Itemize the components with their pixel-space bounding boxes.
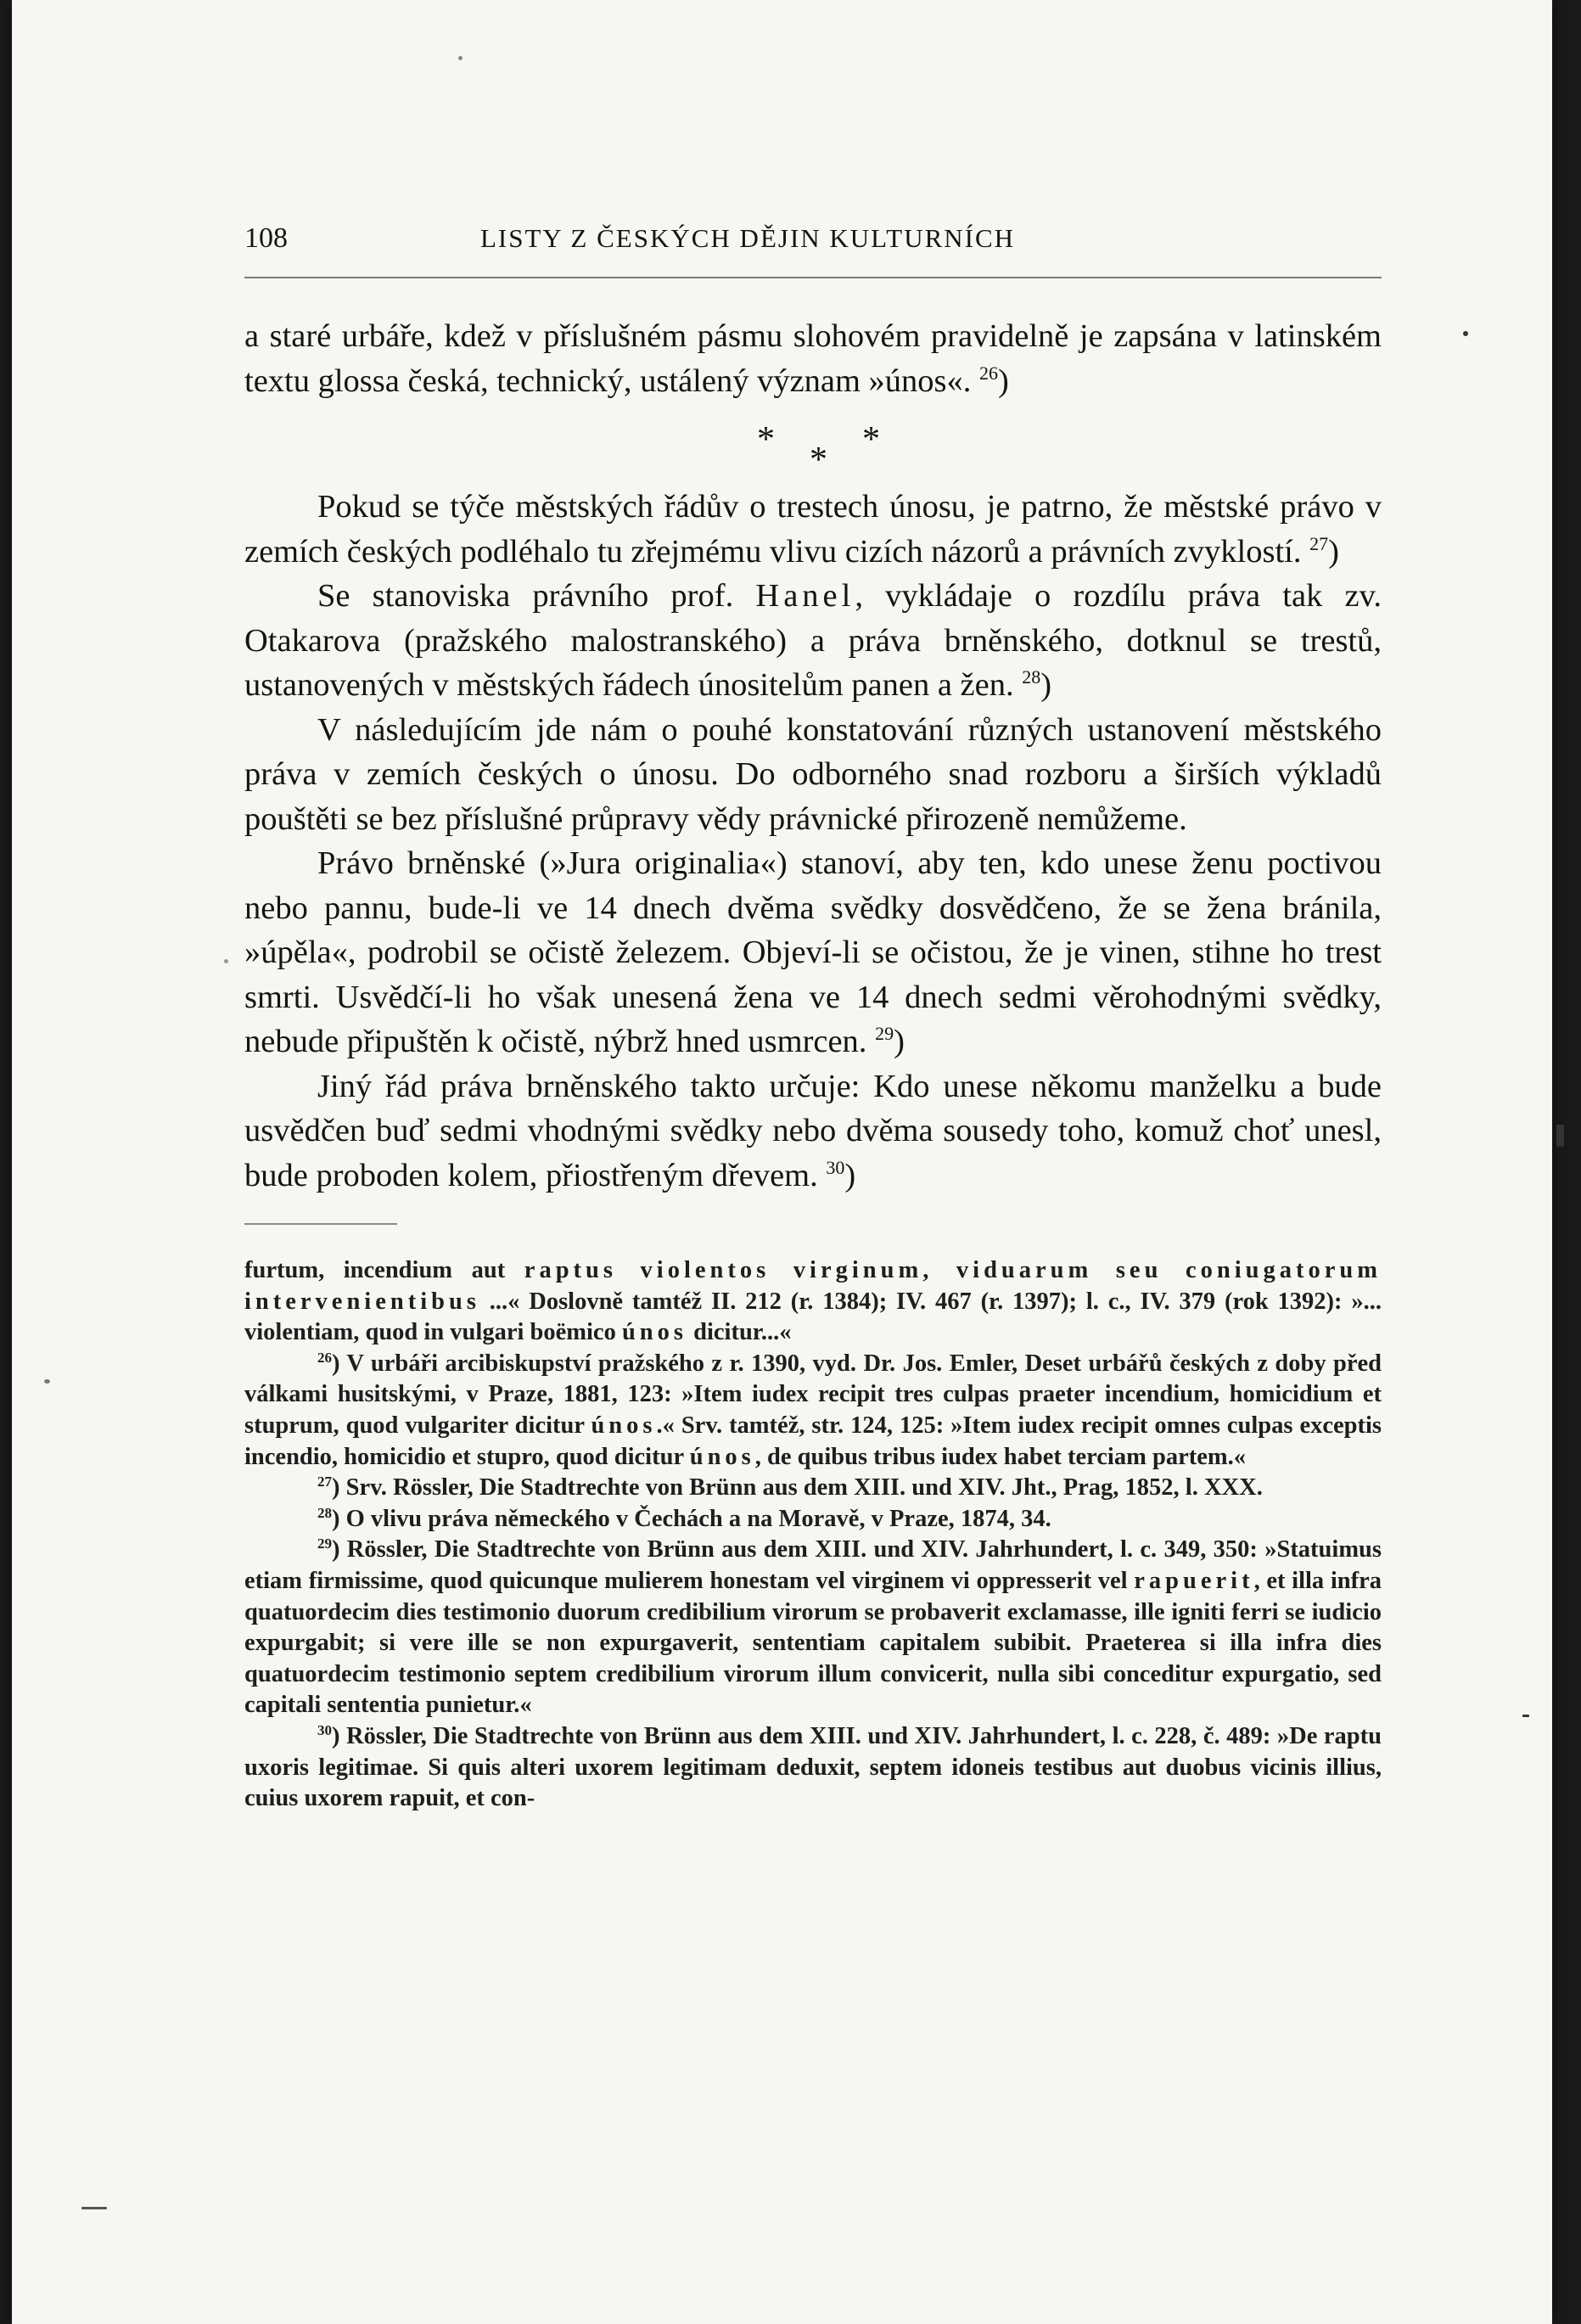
section-star: * bbox=[862, 420, 880, 459]
footnote-text: ...« Doslovně tamtéž II. 212 (r. 1384); IV. 467 (r. 1397); l. c., IV. 379 (rok 1392): »... violentiam, quod in vulgari boëmico bbox=[244, 1288, 1382, 1346]
footnote-text: dicitur...« bbox=[693, 1319, 792, 1346]
footnote-30 bbox=[244, 1721, 1382, 1815]
footnotes bbox=[244, 1255, 1382, 1815]
scan-speck bbox=[1463, 331, 1468, 336]
footnote-continuation bbox=[244, 1255, 1382, 1349]
section-star: * bbox=[757, 420, 775, 459]
footnote-ref: 28 bbox=[1022, 666, 1041, 688]
footnote-ref: 29 bbox=[875, 1023, 894, 1044]
scan-speck bbox=[44, 1379, 50, 1384]
paragraph: Jiný řád práva brněnského takto určuje: Kdo unese někomu manželku a bude usvědčen buď sedmi vhodnými svědky nebo dvěma sousedy toho, komuž choť unesl, bude proboden kolem, přiostřeným dřevem. $^{30}$) bbox=[244, 1068, 1382, 1193]
paragraph-text: a staré urbáře, kdež v příslušném pásmu slohovém pravidelně je zapsána v latinském textu glossa česká, technický, ustálený význam »únos«. bbox=[244, 318, 1382, 399]
footnote-text: .« Srv. tamtéž, str. 124, 125: »Item iudex recipit omnes culpas exceptis incendio, homicidio et stupro, quod dicitur bbox=[244, 1412, 1382, 1470]
section-break bbox=[244, 403, 1382, 485]
paragraph-text: Právo brněnské (»Jura originalia«) stanoví, aby ten, kdo unese ženu poctivou nebo pannu, bude-li ve 14 dnech dvěma svědky dosvědčeno, že se žena bránila, »úpěla«, podrobil se očistě železem. Objeví-li se očistou, že je vinen, stihne ho trest smrti. Usvědčí-li ho však unesená žena ve 14 dnech sedmi věrohodnými svědky, nebude připuštěn k očistě, nýbrž hned usmrcen. bbox=[244, 845, 1382, 1059]
running-title: LISTY Z ČESKÝCH DĚJIN KULTURNÍCH bbox=[480, 223, 1016, 253]
section-star: * bbox=[810, 441, 827, 480]
footnote-text: ) Rössler, Die Stadtrechte von Brünn aus dem XIII. und XIV. Jahrhundert, l. c. 228, č. 489: »De raptu uxoris legitimae. Si quis alteri uxorem legitimam deduxit, septem idoneis testibus aut duobus vicinis illius, cuius uxorem rapuit, et con- bbox=[244, 1722, 1382, 1812]
footnote-ref: 27 bbox=[1309, 532, 1329, 554]
paragraph: a staré urbáře, kdež v příslušném pásmu slohovém pravidelně je zapsána v latinském textu glossa česká, technický, ustálený význam »únos«. $^{26}$) bbox=[244, 318, 1382, 399]
footnote-ref: 30 bbox=[826, 1156, 845, 1178]
paragraph: Se stanoviska právního prof. Hanel, vykládaje o rozdílu práva tak zv. Otakarova (pražského malostranského) a práva brněnského, dotknul se trestů, ustanovených v městských řádech únositelům panen a žen. $^{28}$) bbox=[244, 578, 1382, 703]
paragraph-text: Pokud se týče městských řádův o trestech únosu, je patrno, že městské právo v zemích českých podléhalo tu zřejmému vlivu cizích názorů a právních zvyklostí. bbox=[244, 489, 1382, 570]
footnote-emphasis: rapuerit bbox=[1134, 1567, 1254, 1594]
scan-speck bbox=[1522, 1715, 1529, 1717]
footnote-text: ) Rössler, Die Stadtrechte von Brünn aus dem XIII. und XIV. Jahrhundert, l. c. 349, 350: »Statuimus etiam firmissime, quod quicunque mulierem honestam vel virginem vi oppresserit vel bbox=[244, 1536, 1382, 1594]
paragraph-text: V následujícím jde nám o pouhé konstatování různých ustanovení městského práva v zemích českých o únosu. Do odborného snad rozboru a širších výkladů pouštěti se bez příslušné průpravy vědy právnické přirozeně nemůžeme. bbox=[244, 711, 1382, 837]
scan-speck bbox=[458, 56, 463, 60]
paragraph bbox=[244, 708, 1382, 842]
footnote-text: , de quibus tribus iudex habet terciam partem.« bbox=[754, 1443, 1246, 1470]
footnote-number: 26 bbox=[317, 1349, 332, 1366]
footnote-27 bbox=[244, 1473, 1382, 1504]
footnote-text: ) O vlivu práva německého v Čechách a na Moravě, v Praze, 1874, 34. bbox=[332, 1505, 1051, 1532]
main-text bbox=[244, 314, 1382, 1198]
footnote-26 bbox=[244, 1349, 1382, 1473]
paragraph-text: Se stanoviska právního prof. bbox=[317, 578, 734, 614]
footnote-text: furtum, incendium aut bbox=[244, 1257, 506, 1283]
footnote-number: 30 bbox=[317, 1721, 332, 1738]
page-number: 108 bbox=[244, 222, 288, 254]
footnote-text: ) Srv. Rössler, Die Stadtrechte von Brünn aus dem XIII. und XIV. Jht., Prag, 1852, l. XXX. bbox=[332, 1474, 1263, 1502]
paragraph: Pokud se týče městských řádův o trestech únosu, je patrno, že městské právo v zemích českých podléhalo tu zřejmému vlivu cizích názorů a právních zvyklostí. $^{27}$) bbox=[244, 489, 1382, 570]
scan-speck bbox=[224, 959, 228, 963]
footnote-number: 29 bbox=[317, 1535, 332, 1552]
page-content bbox=[244, 222, 1382, 1815]
paragraph-text: Jiný řád práva brněnského takto určuje: Kdo unese někomu manželku a bude usvědčen buď sedmi vhodnými svědky nebo dvěma sousedy toho, komuž choť unesl, bude proboden kolem, přiostřeným dřevem. bbox=[244, 1068, 1382, 1193]
paragraph: Právo brněnské (»Jura originalia«) stanoví, aby ten, kdo unese ženu poctivou nebo pannu, bude-li ve 14 dnech dvěma svědky dosvědčeno, že se žena bránila, »úpěla«, podrobil se očistě železem. Objeví-li se očistou, že je vinen, stihne ho trest smrti. Usvědčí-li ho však unesená žena ve 14 dnech sedmi věrohodnými svědky, nebude připuštěn k očistě, nýbrž hned usmrcen. $^{29}$) bbox=[244, 845, 1382, 1059]
scan-speck bbox=[1556, 1125, 1564, 1147]
footnote-number: 27 bbox=[317, 1474, 332, 1490]
paragraph-text: , vykládaje o rozdílu práva tak zv. Otakarova (pražského malostranského) a práva brněnského, dotknul se trestů, ustanovených v městských řádech únositelům panen a žen. bbox=[244, 578, 1382, 703]
footnote-text: ) V urbáři arcibiskupství pražského z r. 1390, vyd. Dr. Jos. Emler, Deset urbářů českých z doby před válkami husitskými, v Praze, 1881, 123: »Item iudex recipit tres culpas praeter incendium, homicidium et stuprum, quod vulgariter dicitur bbox=[244, 1350, 1382, 1439]
header-rule bbox=[244, 277, 1382, 278]
book-page bbox=[12, 0, 1552, 2324]
footnote-text: , et illa infra quatuordecim dies testimonio duorum credibilium virorum se probaverit exclamasse, ille igniti ferri se iudicio expurgabit; si vere ille se non expurgaverit, sententiam capitalem subibit. Praeterea si illa infra dies quatuordecim testimonio septem credibilium virorum illum convicerit, nulla sibi conceditur expurgatio, sed capitali sententia punietur.« bbox=[244, 1567, 1382, 1719]
author-name: Hanel bbox=[755, 578, 855, 614]
footnote-ref: 26 bbox=[979, 362, 999, 384]
footnote-number: 28 bbox=[317, 1504, 332, 1521]
footnote-29 bbox=[244, 1535, 1382, 1721]
footnote-28 bbox=[244, 1504, 1382, 1535]
footnote-emphasis: únos bbox=[591, 1412, 657, 1439]
scan-speck bbox=[81, 2207, 107, 2209]
footnote-emphasis: únos bbox=[689, 1443, 755, 1470]
footnote-rule bbox=[244, 1223, 397, 1225]
footnote-emphasis: raptus violentos virginum, viduarum seu coniugatorum intervenientibus bbox=[244, 1257, 1382, 1315]
page-header bbox=[244, 222, 1382, 261]
footnote-emphasis: únos bbox=[621, 1319, 687, 1346]
